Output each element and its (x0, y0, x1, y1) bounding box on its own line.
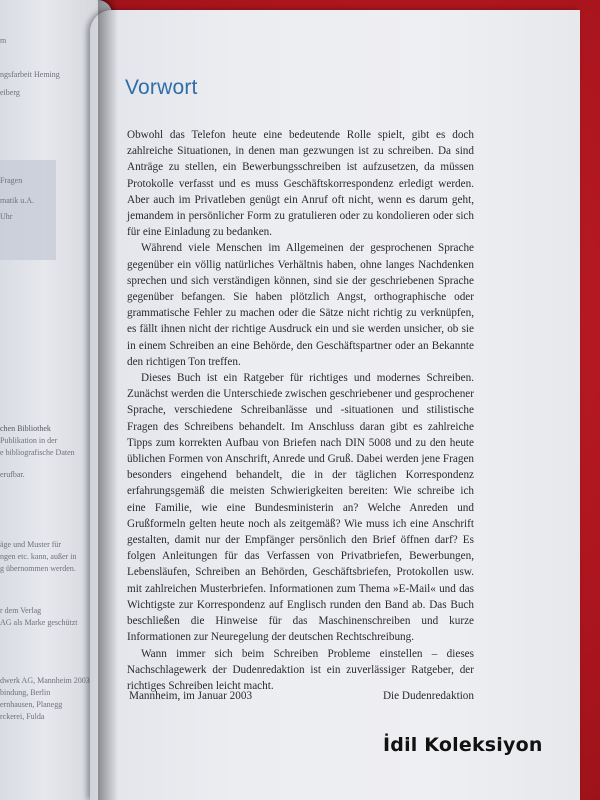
paragraph: Wann immer sich beim Schreiben Probleme einstellen – dieses Nachschlagewerk der Dudenredaktion ist ein zuverlässiger Ratgeber, der richtiges Schreiben leicht macht. (127, 647, 474, 692)
left-page-fragment: m (0, 36, 7, 45)
left-page-shaded-box (0, 160, 56, 260)
left-page-fragment: r dem Verlag (0, 606, 42, 615)
paragraph: Obwohl das Telefon heute eine bedeutende Rolle spielt, gibt es doch zahlreiche Situationen, in denen man gezwungen ist zu schreiben. Da sind Anträge zu stellen, ein Bewerbungsschreiben ist aufzusetzen, da müssen Protokolle verfasst und es muss Geschäftskorrespondenz erledigt werden. Aber auch im Privatleben genügt ein Anruf oft nicht, wenn es darum geht, jemandem in persönlicher Form zu gratulieren oder zu kondolieren oder sich für eine Einladung zu bedanken. (127, 129, 474, 239)
signoff-author: Die Dudenredaktion (382, 690, 474, 702)
left-page-fragment: ernhausen, Planegg (0, 700, 63, 709)
left-page-fragment: AG als Marke geschützt (0, 618, 78, 627)
left-page-fragment: Uhr (0, 212, 13, 221)
paragraph: Während viele Menschen im Allgemeinen der gesprochenen Sprache gegenüber ein völlig natürliches Verhältnis haben, ohne langes Nachdenken sprechen und sich verständigen können, sind sie der geschriebenen Sprache gegenüber befangen. Sie haben plötzlich Angst, orthographische oder grammatische Fehler zu machen oder die Sätze nicht richtig zu verknüpfen, es fällt ihnen nicht der richtige Ausdruck ein und sie werden unsicher, ob sie in einem Schreiben an eine Behörde, den Geschäftspartner oder an Bekannte den richtigen Ton treffen. (127, 242, 474, 368)
left-page-fragment: bindung, Berlin (0, 688, 51, 697)
signoff (129, 690, 474, 702)
left-page-fragment: eiberg (0, 88, 20, 97)
left-page-fragment: g übernommen werden. (0, 564, 76, 573)
left-page-fragment: ngsfarbeit Heming (0, 70, 60, 79)
book-binding-shadow (98, 0, 118, 800)
left-page-fragment: Publikation in der (0, 436, 58, 445)
left-page-fragment: chen Bibliothek (0, 424, 51, 433)
left-page-fragment: matik u.A. (0, 196, 34, 205)
left-page-fragment: Fragen (0, 176, 23, 185)
signoff-place-date: Mannheim, im Januar 2003 (129, 690, 253, 702)
left-page-fragment: e bibliografische Daten (0, 448, 75, 457)
left-page-fragment: ngen etc. kann, außer in (0, 552, 77, 561)
left-page-fragment: erufbar. (0, 470, 25, 479)
body-text (127, 127, 474, 694)
left-page-fragment: dwerk AG, Mannheim 2003 (0, 676, 90, 685)
left-page-fragment: rckerei, Fulda (0, 712, 45, 721)
watermark: İdil Koleksiyon (383, 734, 543, 756)
left-page-fragment: äge und Muster für (0, 540, 62, 549)
paragraph: Dieses Buch ist ein Ratgeber für richtiges und modernes Schreiben. Zunächst werden die Unterschiede zwischen geschriebener und gesprochener Sprache, verschiedene Schreibanlässe und -situationen und stilistische Fragen des Schreibens behandelt. Im Anschluss daran gibt es zahlreiche Tipps zum korrekten Aufbau von Briefen nach DIN 5008 und zu den heute üblichen Formen von Anschrift, Anrede und Gruß. Dabei werden jene Fragen besonders eingehend behandelt, die in der täglichen Korrespondenz erfahrungsgemäß die meisten Schwierigkeiten bereiten: Wie schreibe ich eine Familie, wie eine Bundesministerin an? Welche Anreden und Grußformeln gelten heute noch als zeitgemäß? Wie muss ich eine Anschrift gestalten, damit nur der Empfänger persönlich den Brief öffnen darf? Es folgen Anleitungen für das Verfassen von Privatbriefen, Bewerbungen, Lebensläufen, Schreiben an Behörden, Geschäftsbriefen, Protokollen usw. mit zahlreichen Musterbriefen. Informationen zum Thema »E-Mail« und das Wichtigste zur Korrespondenz auf Englisch runden den Band ab. Das Buch beschließen die Hinweise für das Maschinenschreiben und kurze Informationen zur Neuregelung der deutschen Rechtschreibung. (127, 372, 474, 644)
page-heading: Vorwort (125, 76, 198, 99)
